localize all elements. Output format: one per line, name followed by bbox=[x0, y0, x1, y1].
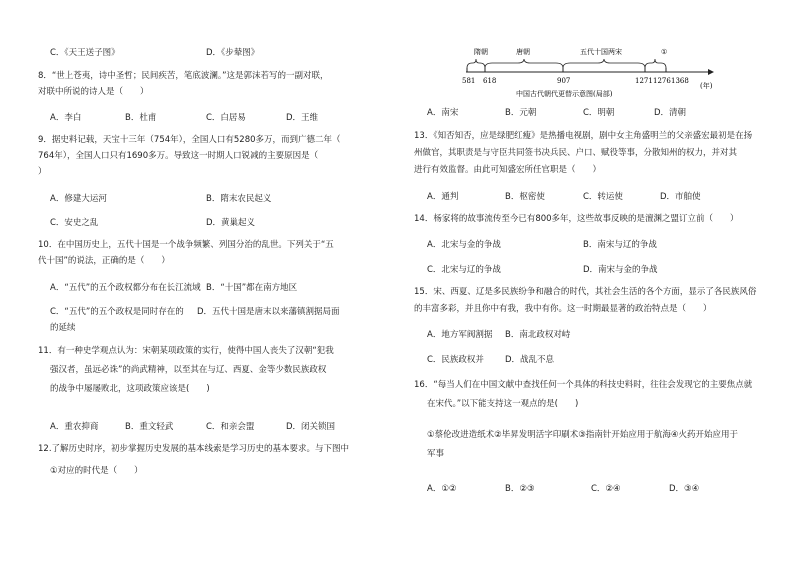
q15-option-a[interactable]: A．地方军阀割据 bbox=[427, 330, 493, 340]
q14-stem-1: 14．杨家将的故事流传至今已有800多年，这些故事反映的是澶渊之盟订立前（ ） bbox=[414, 214, 739, 224]
q12-option-d[interactable]: D．清朝 bbox=[654, 108, 687, 118]
q12-option-a[interactable]: A．南宋 bbox=[427, 108, 459, 118]
q13-option-c[interactable]: C．转运使 bbox=[583, 192, 623, 202]
q8-option-c[interactable]: C．白居易 bbox=[206, 113, 246, 123]
q14-option-b[interactable]: B．南宋与辽的争战 bbox=[583, 240, 657, 250]
q16-items-1: ①蔡伦改进造纸术②毕昇发明活字印刷术③指南针开始应用于航海④火药开始应用于 bbox=[427, 430, 738, 440]
q9-stem-1: 9．据史料记载，天宝十三年（754年），全国人口有5280多万，而到广德二年（ bbox=[38, 135, 341, 145]
q8-option-a[interactable]: A．李白 bbox=[50, 113, 82, 123]
option-c[interactable]: C．《天王送子图》 bbox=[50, 48, 120, 58]
q16-stem-1: 16．“每当人们在中国文献中查找任何一个具体的科技史料时，往往会发现它的主要焦点就 bbox=[414, 380, 753, 390]
q15-option-b[interactable]: B．南北政权对峙 bbox=[505, 330, 571, 340]
year-1271: 1271 bbox=[635, 77, 653, 85]
year-1276: 1276 bbox=[653, 77, 671, 85]
dynasty-timeline-figure bbox=[462, 38, 722, 102]
q11-stem-2: 强汉者，虽远必诛”的尚武精神，以至其在与辽、西夏、金等少数民族政权 bbox=[50, 365, 327, 375]
q13-stem-2: 州做官，其职责是与守臣共同签书决兵民、户口、赋役等事，分散知州的权力，并对其 bbox=[414, 148, 738, 158]
label-tang: 唐朝 bbox=[516, 48, 530, 56]
q16-option-a[interactable]: A．①② bbox=[427, 484, 457, 494]
q15-stem-2: 的丰富多彩，并且你中有我，我中有你。这一时期最显著的政治特点是（ ） bbox=[414, 304, 712, 314]
q12-option-c[interactable]: C．明朝 bbox=[583, 108, 615, 118]
q16-option-d[interactable]: D．③④ bbox=[669, 484, 700, 494]
q10-option-b[interactable]: B．“十国”都在南方地区 bbox=[206, 283, 298, 293]
brace-tang bbox=[485, 59, 563, 68]
q11-option-d[interactable]: D．闭关锁国 bbox=[286, 422, 336, 432]
q8-option-b[interactable]: B．杜甫 bbox=[125, 113, 157, 123]
year-907: 907 bbox=[557, 77, 571, 85]
brace-marker bbox=[645, 59, 666, 68]
q14-option-c[interactable]: C．北宋与辽的争战 bbox=[427, 265, 501, 275]
q10-option-c[interactable]: C．“五代”的五个政权是同时存在的 bbox=[50, 307, 184, 317]
brace-five-dynasties-song bbox=[563, 59, 645, 68]
q9-stem-3: ） bbox=[38, 167, 47, 177]
q13-option-b[interactable]: B．枢密使 bbox=[505, 192, 545, 202]
q10-option-d[interactable]: D．五代十国是唐末以来藩镇割据局面 bbox=[197, 307, 340, 317]
timeline-arrow bbox=[708, 69, 714, 75]
q16-option-b[interactable]: B．②③ bbox=[505, 484, 535, 494]
label-five-dynasties: 五代十国两宋 bbox=[580, 48, 622, 56]
q12-stem-1: 12.了解历史时序，初步掌握历史发展的基本线索是学习历史的基本要求。与下图中 bbox=[38, 444, 350, 454]
q9-stem-2: 764年），全国人口只有1690多万。导致这一时期人口锐减的主要原因是（ bbox=[38, 151, 319, 161]
q10-stem-1: 10．在中国历史上，五代十国是一个战争频繁、列国分治的乱世。下列关于“五 bbox=[38, 240, 334, 250]
q10-stem-2: 代十国”的说法，正确的是（ ） bbox=[38, 256, 170, 266]
q8-option-d[interactable]: D．王维 bbox=[286, 113, 319, 123]
q13-option-d[interactable]: D．市舶使 bbox=[660, 192, 701, 202]
q11-option-c[interactable]: C．和亲会盟 bbox=[206, 422, 255, 432]
q11-stem-1: 11．有一种史学观点认为：宋朝某项政策的实行，使得中国人丧失了汉朝“犯我 bbox=[38, 346, 334, 356]
q9-option-d[interactable]: D．黄巢起义 bbox=[206, 218, 256, 228]
q16-stem-2: 在宋代。”以下能支持这一观点的是( ) bbox=[427, 399, 579, 409]
q16-items-2: 军事 bbox=[427, 449, 445, 459]
q14-option-d[interactable]: D．南宋与金的争战 bbox=[583, 265, 658, 275]
q14-option-a[interactable]: A．北宋与金的争战 bbox=[427, 240, 501, 250]
q11-option-a[interactable]: A．重农抑商 bbox=[50, 422, 99, 432]
q9-option-b[interactable]: B．隋末农民起义 bbox=[206, 194, 272, 204]
q9-option-a[interactable]: A．修建大运河 bbox=[50, 194, 107, 204]
label-marker-1: ① bbox=[661, 48, 668, 56]
brace-sui bbox=[467, 59, 485, 68]
timeline-caption: 中国古代朝代更替示意图(局部) bbox=[516, 90, 613, 98]
q13-stem-3: 进行有效监督。由此可知盛宏所任官职是（ ） bbox=[414, 165, 602, 175]
q16-option-c[interactable]: C．②④ bbox=[591, 484, 621, 494]
q10-option-d-cont: 的延续 bbox=[50, 323, 76, 333]
q9-option-c[interactable]: C．安史之乱 bbox=[50, 218, 99, 228]
q12-stem-2: ①对应的时代是（ ） bbox=[50, 466, 143, 476]
q8-stem-2: 对联中所说的诗人是（ ） bbox=[38, 87, 149, 97]
year-618: 618 bbox=[483, 77, 497, 85]
q11-option-b[interactable]: B．重文轻武 bbox=[125, 422, 174, 432]
q10-option-a[interactable]: A．“五代”的五个政权都分布在长江流域 bbox=[50, 283, 201, 293]
year-1368: 1368 bbox=[671, 77, 689, 85]
year-unit: (年) bbox=[700, 82, 713, 90]
q8-stem-1: 8．“世上苍夷，诗中圣哲；民间疾苦，笔底波澜。”这是郭沫若写的一副对联， bbox=[38, 71, 329, 81]
q12-option-b[interactable]: B．元朝 bbox=[505, 108, 537, 118]
q13-option-a[interactable]: A．通判 bbox=[427, 192, 459, 202]
q15-stem-1: 15．宋、西夏、辽是多民族纷争和融合的时代，其社会生活的各个方面，显示了各民族风俗 bbox=[414, 287, 757, 297]
option-d[interactable]: D．《步辇图》 bbox=[206, 48, 260, 58]
q11-stem-3: 的战争中屡屡败北，这项政策应该是( ) bbox=[50, 384, 210, 394]
year-581: 581 bbox=[462, 77, 476, 85]
q15-option-c[interactable]: C．民族政权并 bbox=[427, 355, 484, 365]
q15-option-d[interactable]: D．战乱不息 bbox=[505, 355, 555, 365]
label-sui: 隋朝 bbox=[474, 48, 488, 56]
q13-stem-1: 13．《知否知否，应是绿肥红瘦》是热播电视剧，剧中女主角盛明兰的父亲盛宏最初是在扬 bbox=[414, 131, 753, 141]
